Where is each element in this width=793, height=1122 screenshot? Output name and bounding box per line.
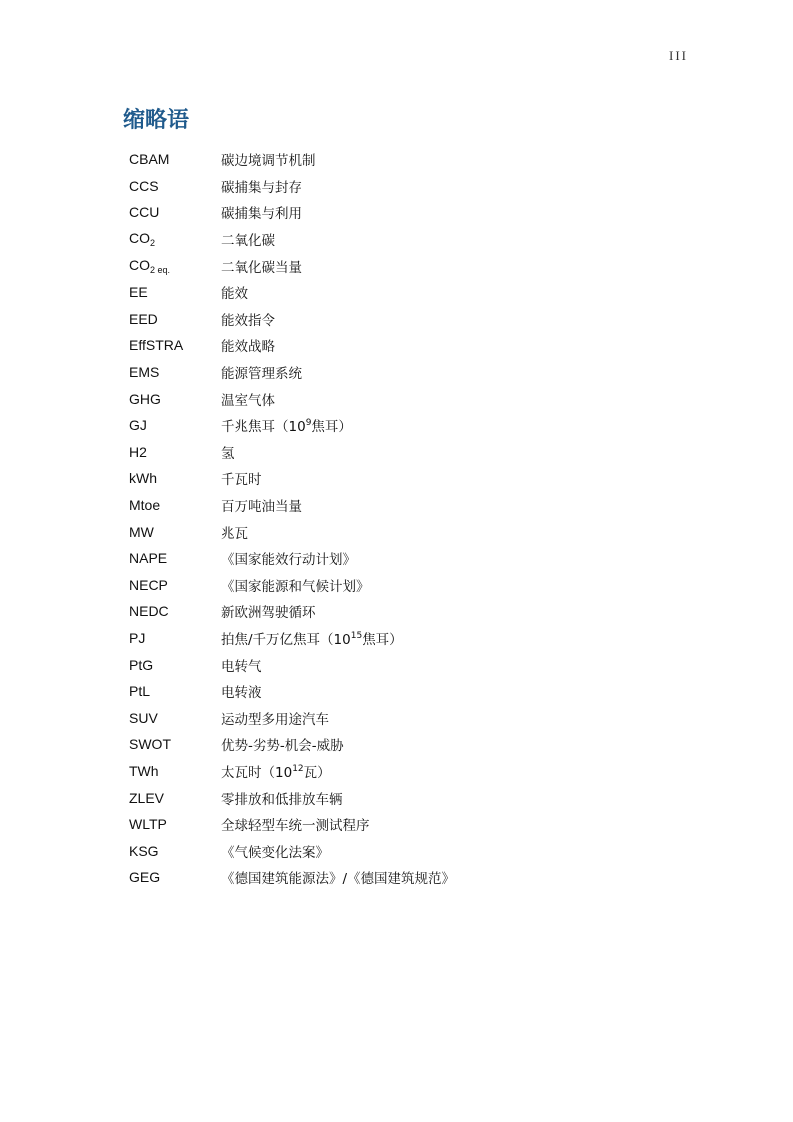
abbreviation-term: NAPE bbox=[129, 550, 168, 567]
abbreviation-definition bbox=[221, 761, 331, 781]
abbreviation-row-gj bbox=[129, 412, 455, 439]
abbreviation-definition: 能效战略 bbox=[221, 339, 275, 356]
definition-exponent: 15 bbox=[350, 630, 363, 641]
abbreviation-definition: 碳捕集与封存 bbox=[221, 179, 302, 196]
abbreviation-term: GHG bbox=[129, 390, 161, 407]
term-main: CO bbox=[129, 230, 150, 247]
abbreviation-row-co2eq bbox=[129, 252, 455, 279]
abbreviation-definition: 氢 bbox=[221, 445, 235, 462]
abbreviation-definition bbox=[221, 628, 403, 648]
abbreviation-row-zlev bbox=[129, 784, 455, 811]
abbreviation-term: MW bbox=[129, 523, 154, 540]
abbreviation-row-mtoe bbox=[129, 492, 455, 519]
abbreviation-definition: 电转液 bbox=[221, 685, 262, 702]
abbreviation-row-ee bbox=[129, 279, 455, 306]
abbreviation-definition: 百万吨油当量 bbox=[221, 499, 302, 516]
term-subscript: 2 eq. bbox=[150, 264, 171, 275]
definition-exponent: 9 bbox=[305, 418, 312, 429]
abbreviation-row-pj bbox=[129, 625, 455, 652]
abbreviation-term: PJ bbox=[129, 629, 146, 646]
definition-text: 太瓦时（10 bbox=[221, 764, 293, 781]
abbreviation-definition: 零排放和低排放车辆 bbox=[221, 791, 343, 808]
abbreviation-term: TWh bbox=[129, 762, 159, 779]
term-subscript: 2 bbox=[150, 238, 156, 249]
abbreviation-term: GJ bbox=[129, 417, 147, 434]
abbreviation-row-ksg bbox=[129, 837, 455, 864]
abbreviation-definition: 温室气体 bbox=[221, 392, 275, 409]
abbreviation-definition: 碳边境调节机制 bbox=[221, 153, 316, 170]
abbreviation-term bbox=[129, 257, 221, 275]
abbreviation-term: ZLEV bbox=[129, 789, 165, 806]
abbreviation-row-effstra bbox=[129, 332, 455, 359]
abbreviation-definition: 《德国建筑能源法》/《德国建筑规范》 bbox=[221, 871, 456, 888]
abbreviation-row-geg bbox=[129, 864, 455, 891]
definition-text: 焦耳） bbox=[311, 419, 352, 436]
abbreviation-row-cbam bbox=[129, 146, 455, 173]
definition-text: 焦耳） bbox=[362, 631, 403, 648]
abbreviation-row-ems bbox=[129, 359, 455, 386]
abbreviation-row-suv bbox=[129, 704, 455, 731]
abbreviation-definition: 二氧化碳 bbox=[221, 233, 275, 250]
abbreviation-row-ccs bbox=[129, 173, 455, 200]
abbreviation-term: CCU bbox=[129, 204, 160, 221]
abbreviation-definition: 优势-劣势-机会-威胁 bbox=[221, 738, 344, 755]
abbreviation-definition: 能效 bbox=[221, 286, 248, 303]
definition-exponent: 12 bbox=[292, 763, 304, 774]
abbreviation-term: EMS bbox=[129, 364, 160, 381]
abbreviation-definition: 《气候变化法案》 bbox=[221, 844, 329, 861]
abbreviation-term: PtL bbox=[129, 683, 151, 700]
abbreviation-row-co2 bbox=[129, 226, 455, 253]
abbreviation-row-wltp bbox=[129, 811, 455, 838]
abbreviation-row-mw bbox=[129, 518, 455, 545]
abbreviation-definition: 《国家能效行动计划》 bbox=[221, 552, 356, 569]
abbreviation-definition bbox=[221, 415, 352, 435]
abbreviation-definition: 新欧洲驾驶循环 bbox=[221, 605, 316, 622]
abbreviation-term bbox=[129, 230, 221, 248]
abbreviation-term: KSG bbox=[129, 842, 159, 859]
page-number: III bbox=[669, 48, 688, 63]
abbreviation-definition: 碳捕集与利用 bbox=[221, 206, 302, 223]
abbreviation-term: SWOT bbox=[129, 736, 171, 753]
abbreviation-term: EED bbox=[129, 310, 158, 327]
abbreviation-term: NEDC bbox=[129, 603, 169, 620]
abbreviation-term: SUV bbox=[129, 709, 158, 726]
section-title: 缩略语 bbox=[123, 108, 190, 133]
abbreviation-row-twh bbox=[129, 758, 455, 785]
abbreviation-term: CBAM bbox=[129, 151, 170, 168]
abbreviation-row-ptg bbox=[129, 651, 455, 678]
abbreviation-row-h2 bbox=[129, 439, 455, 466]
abbreviation-definition: 兆瓦 bbox=[221, 525, 248, 542]
definition-text: 千兆焦耳（10 bbox=[221, 419, 306, 436]
definition-text: 拍焦/千万亿焦耳（10 bbox=[221, 631, 351, 648]
abbreviation-term: H2 bbox=[129, 443, 147, 460]
abbreviation-definition: 千瓦时 bbox=[221, 472, 262, 489]
abbreviation-term: Mtoe bbox=[129, 497, 161, 514]
abbreviation-definition: 能效指令 bbox=[221, 312, 275, 329]
abbreviation-term: CCS bbox=[129, 177, 159, 194]
abbreviation-row-necp bbox=[129, 572, 455, 599]
abbreviation-term: EE bbox=[129, 284, 148, 301]
abbreviation-definition: 二氧化碳当量 bbox=[221, 259, 302, 276]
abbreviation-row-ptl bbox=[129, 678, 455, 705]
abbreviation-term: NECP bbox=[129, 576, 168, 593]
abbreviation-row-ghg bbox=[129, 385, 455, 412]
abbreviation-definition: 运动型多用途汽车 bbox=[221, 711, 329, 728]
abbreviation-definition: 全球轻型车统一测试程序 bbox=[221, 818, 370, 835]
abbreviation-term: EffSTRA bbox=[129, 337, 184, 354]
abbreviation-term: PtG bbox=[129, 656, 154, 673]
abbreviation-list bbox=[129, 146, 455, 891]
abbreviation-row-kwh bbox=[129, 465, 455, 492]
abbreviation-row-eed bbox=[129, 306, 455, 333]
term-main: CO bbox=[129, 256, 150, 273]
abbreviation-row-nedc bbox=[129, 598, 455, 625]
abbreviation-term: kWh bbox=[129, 470, 157, 487]
definition-text: 瓦） bbox=[303, 764, 331, 781]
abbreviation-term: WLTP bbox=[129, 816, 167, 833]
abbreviation-definition: 电转气 bbox=[221, 658, 262, 675]
abbreviation-term: GEG bbox=[129, 869, 161, 886]
abbreviation-definition: 能源管理系统 bbox=[221, 366, 302, 383]
abbreviation-row-ccu bbox=[129, 199, 455, 226]
abbreviation-definition: 《国家能源和气候计划》 bbox=[221, 578, 370, 595]
abbreviation-row-nape bbox=[129, 545, 455, 572]
abbreviation-row-swot bbox=[129, 731, 455, 758]
